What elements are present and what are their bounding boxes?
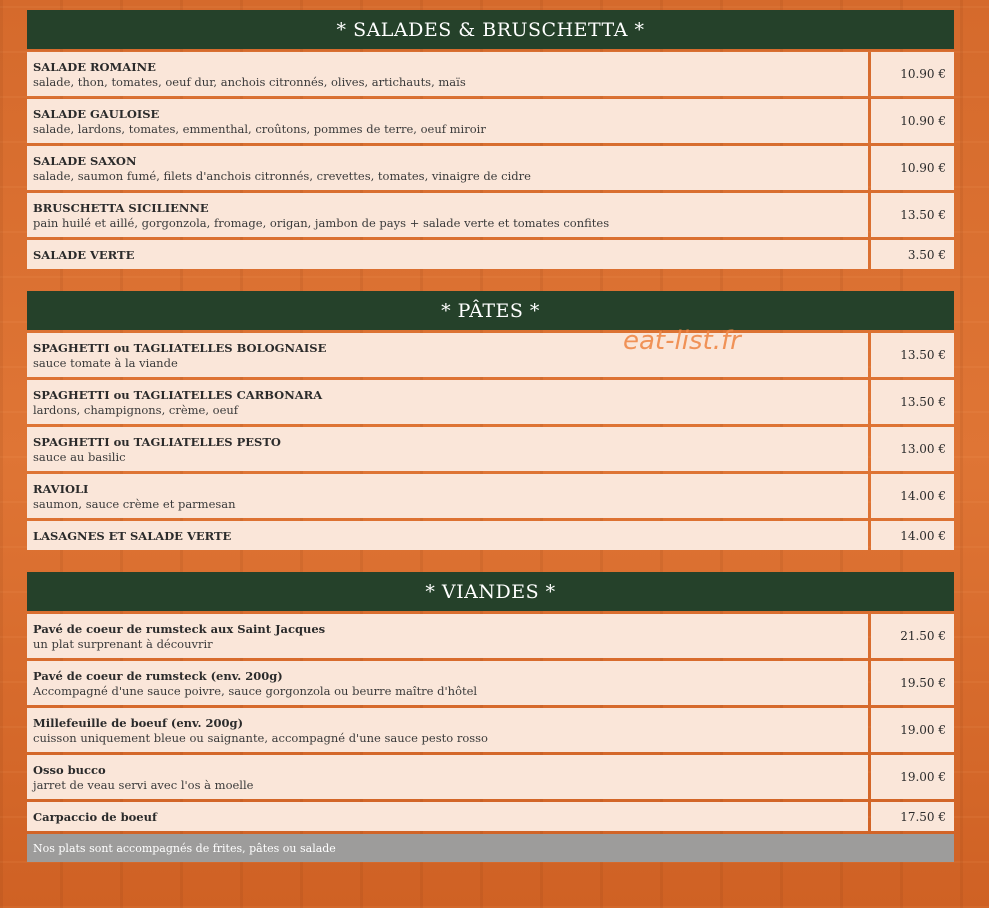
item-name: SALADE ROMAINE [33, 59, 156, 74]
item-name: SALADE VERTE [33, 247, 135, 262]
menu-item [27, 661, 954, 705]
item-price: 21.50 € [871, 614, 954, 658]
item-name: SPAGHETTI ou TAGLIATELLES BOLOGNAISE [33, 340, 327, 355]
item-info [27, 240, 868, 269]
menu [27, 10, 954, 884]
menu-item [27, 708, 954, 752]
menu-item [27, 802, 954, 831]
item-info [27, 521, 868, 550]
item-price: 13.50 € [871, 380, 954, 424]
item-name: BRUSCHETTA SICILIENNE [33, 200, 209, 215]
section-title: * PÂTES * [27, 291, 954, 330]
item-price: 10.90 € [871, 146, 954, 190]
item-info [27, 614, 868, 658]
menu-item [27, 614, 954, 658]
item-price: 3.50 € [871, 240, 954, 269]
section-salades [27, 10, 954, 269]
item-name: Millefeuille de boeuf (env. 200g) [33, 715, 244, 730]
item-name: SALADE GAULOISE [33, 106, 160, 121]
item-description: pain huilé et aillé, gorgonzola, fromage, origan, jambon de pays + salade verte et tomates confites [33, 215, 610, 230]
item-name: SALADE SAXON [33, 153, 137, 168]
item-info [27, 802, 868, 831]
item-info [27, 193, 868, 237]
item-info [27, 52, 868, 96]
item-price: 14.00 € [871, 521, 954, 550]
section-pates [27, 291, 954, 550]
item-description: salade, saumon fumé, filets d'anchois citronnés, crevettes, tomates, vinaigre de cidre [33, 168, 531, 183]
item-price: 13.50 € [871, 193, 954, 237]
menu-item [27, 52, 954, 96]
item-info [27, 333, 868, 377]
menu-item [27, 146, 954, 190]
footer-note: Nos plats sont accompagnés de frites, pâtes ou salade [27, 834, 954, 862]
menu-item [27, 474, 954, 518]
item-info [27, 661, 868, 705]
item-description: Accompagné d'une sauce poivre, sauce gorgonzola ou beurre maître d'hôtel [33, 683, 478, 698]
item-price: 10.90 € [871, 52, 954, 96]
item-info [27, 380, 868, 424]
item-name: Osso bucco [33, 762, 106, 777]
item-info [27, 474, 868, 518]
item-description: lardons, champignons, crème, oeuf [33, 402, 239, 417]
menu-item [27, 333, 954, 377]
item-info [27, 755, 868, 799]
menu-item [27, 755, 954, 799]
section-viandes [27, 572, 954, 862]
item-info [27, 708, 868, 752]
menu-item [27, 380, 954, 424]
item-description: sauce au basilic [33, 449, 126, 464]
item-description: jarret de veau servi avec l'os à moelle [33, 777, 254, 792]
item-price: 19.00 € [871, 708, 954, 752]
menu-item [27, 521, 954, 550]
item-description: un plat surprenant à découvrir [33, 636, 213, 651]
item-price: 10.90 € [871, 99, 954, 143]
item-price: 19.00 € [871, 755, 954, 799]
item-price: 14.00 € [871, 474, 954, 518]
item-info [27, 99, 868, 143]
item-price: 13.00 € [871, 427, 954, 471]
item-price: 17.50 € [871, 802, 954, 831]
item-name: SPAGHETTI ou TAGLIATELLES PESTO [33, 434, 281, 449]
item-name: Pavé de coeur de rumsteck (env. 200g) [33, 668, 283, 683]
menu-item [27, 427, 954, 471]
item-info [27, 146, 868, 190]
item-name: SPAGHETTI ou TAGLIATELLES CARBONARA [33, 387, 323, 402]
item-price: 13.50 € [871, 333, 954, 377]
menu-item [27, 99, 954, 143]
item-info [27, 427, 868, 471]
section-title: * SALADES & BRUSCHETTA * [27, 10, 954, 49]
item-description: cuisson uniquement bleue ou saignante, accompagné d'une sauce pesto rosso [33, 730, 488, 745]
item-description: saumon, sauce crème et parmesan [33, 496, 236, 511]
item-description: salade, thon, tomates, oeuf dur, anchois citronnés, olives, artichauts, maïs [33, 74, 466, 89]
item-price: 19.50 € [871, 661, 954, 705]
watermark: eat-list.fr [623, 326, 741, 356]
item-description: salade, lardons, tomates, emmenthal, croûtons, pommes de terre, oeuf miroir [33, 121, 486, 136]
item-name: Carpaccio de boeuf [33, 809, 157, 824]
menu-item [27, 240, 954, 269]
item-description: sauce tomate à la viande [33, 355, 178, 370]
item-name: Pavé de coeur de rumsteck aux Saint Jacques [33, 621, 326, 636]
menu-item [27, 193, 954, 237]
item-name: RAVIOLI [33, 481, 89, 496]
section-title: * VIANDES * [27, 572, 954, 611]
item-name: LASAGNES ET SALADE VERTE [33, 528, 232, 543]
